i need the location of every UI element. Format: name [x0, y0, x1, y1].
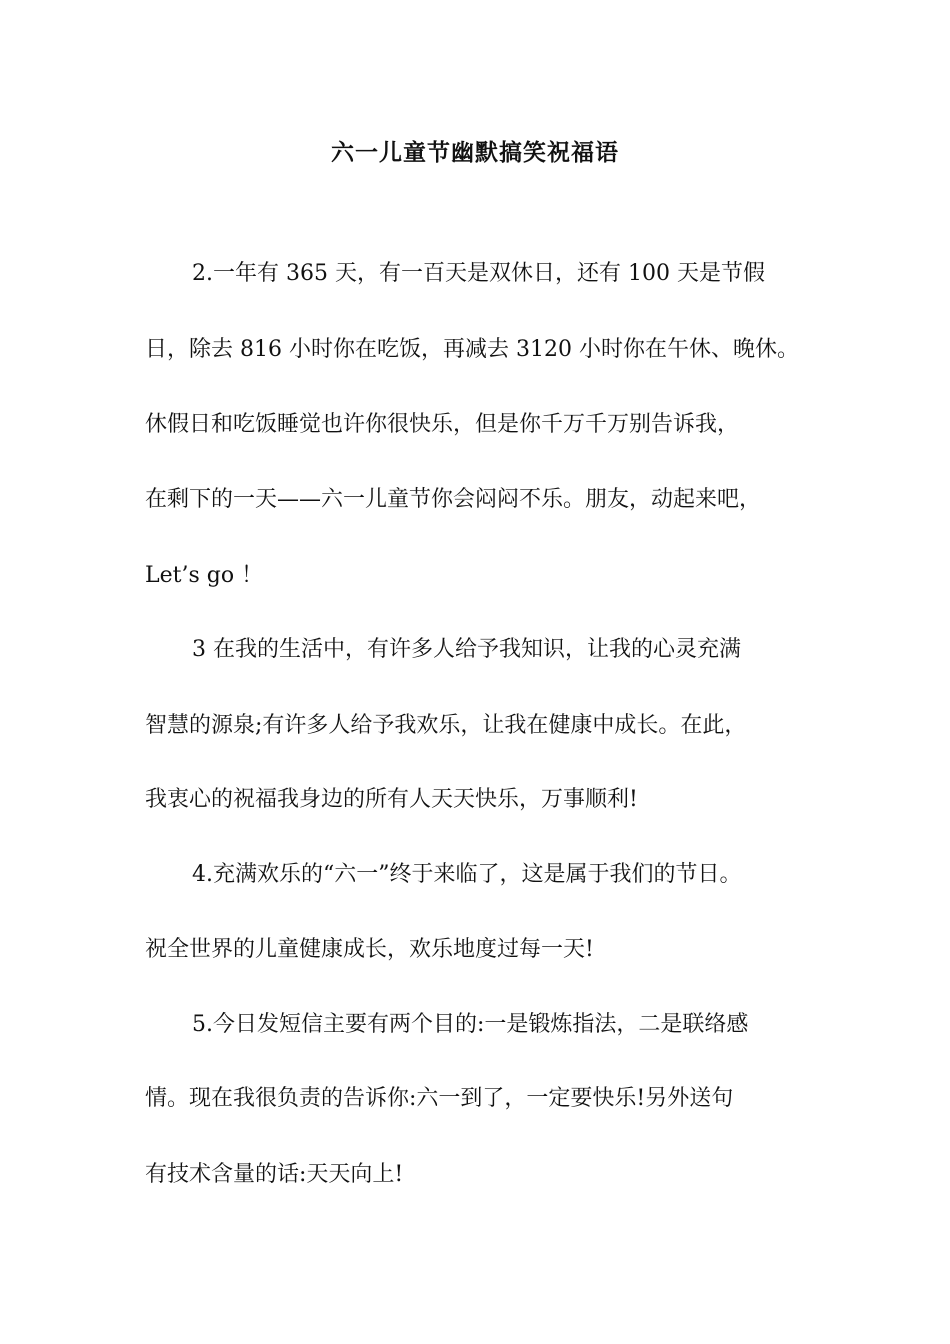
paragraph-line: 有技术含量的话:天天向上! [145, 1162, 404, 1187]
paragraph-line: 日，除去 816 小时你在吃饭，再减去 3120 小时你在午休、晚休。 [145, 337, 799, 362]
paragraph-line: 2.一年有 365 天，有一百天是双休日，还有 100 天是节假 [192, 261, 765, 286]
paragraph-line: 休假日和吃饭睡觉也许你很快乐，但是你千万千万别告诉我， [145, 412, 740, 437]
paragraph-line: 5.今日发短信主要有两个目的:一是锻炼指法，二是联络感 [192, 1012, 749, 1037]
paragraph-line: 4.充满欢乐的“六一”终于来临了，这是属于我们的节日。 [192, 862, 742, 887]
paragraph-line: 智慧的源泉;有许多人给予我欢乐，让我在健康中成长。在此， [145, 713, 747, 738]
paragraph-line: 祝全世界的儿童健康成长，欢乐地度过每一天! [145, 937, 594, 962]
paragraph-line: 情。现在我很负责的告诉你:六一到了，一定要快乐!另外送句 [145, 1086, 734, 1111]
paragraph-line: 3 在我的生活中，有许多人给予我知识，让我的心灵充满 [192, 637, 741, 662]
document-title: 六一儿童节幽默搞笑祝福语 [331, 139, 619, 166]
paragraph-line: Let’s go ！ [145, 563, 264, 588]
paragraph-line: 我衷心的祝福我身边的所有人天天快乐，万事顺利! [145, 787, 638, 812]
paragraph-line: 在剩下的一天——六一儿童节你会闷闷不乐。朋友，动起来吧， [145, 487, 762, 512]
